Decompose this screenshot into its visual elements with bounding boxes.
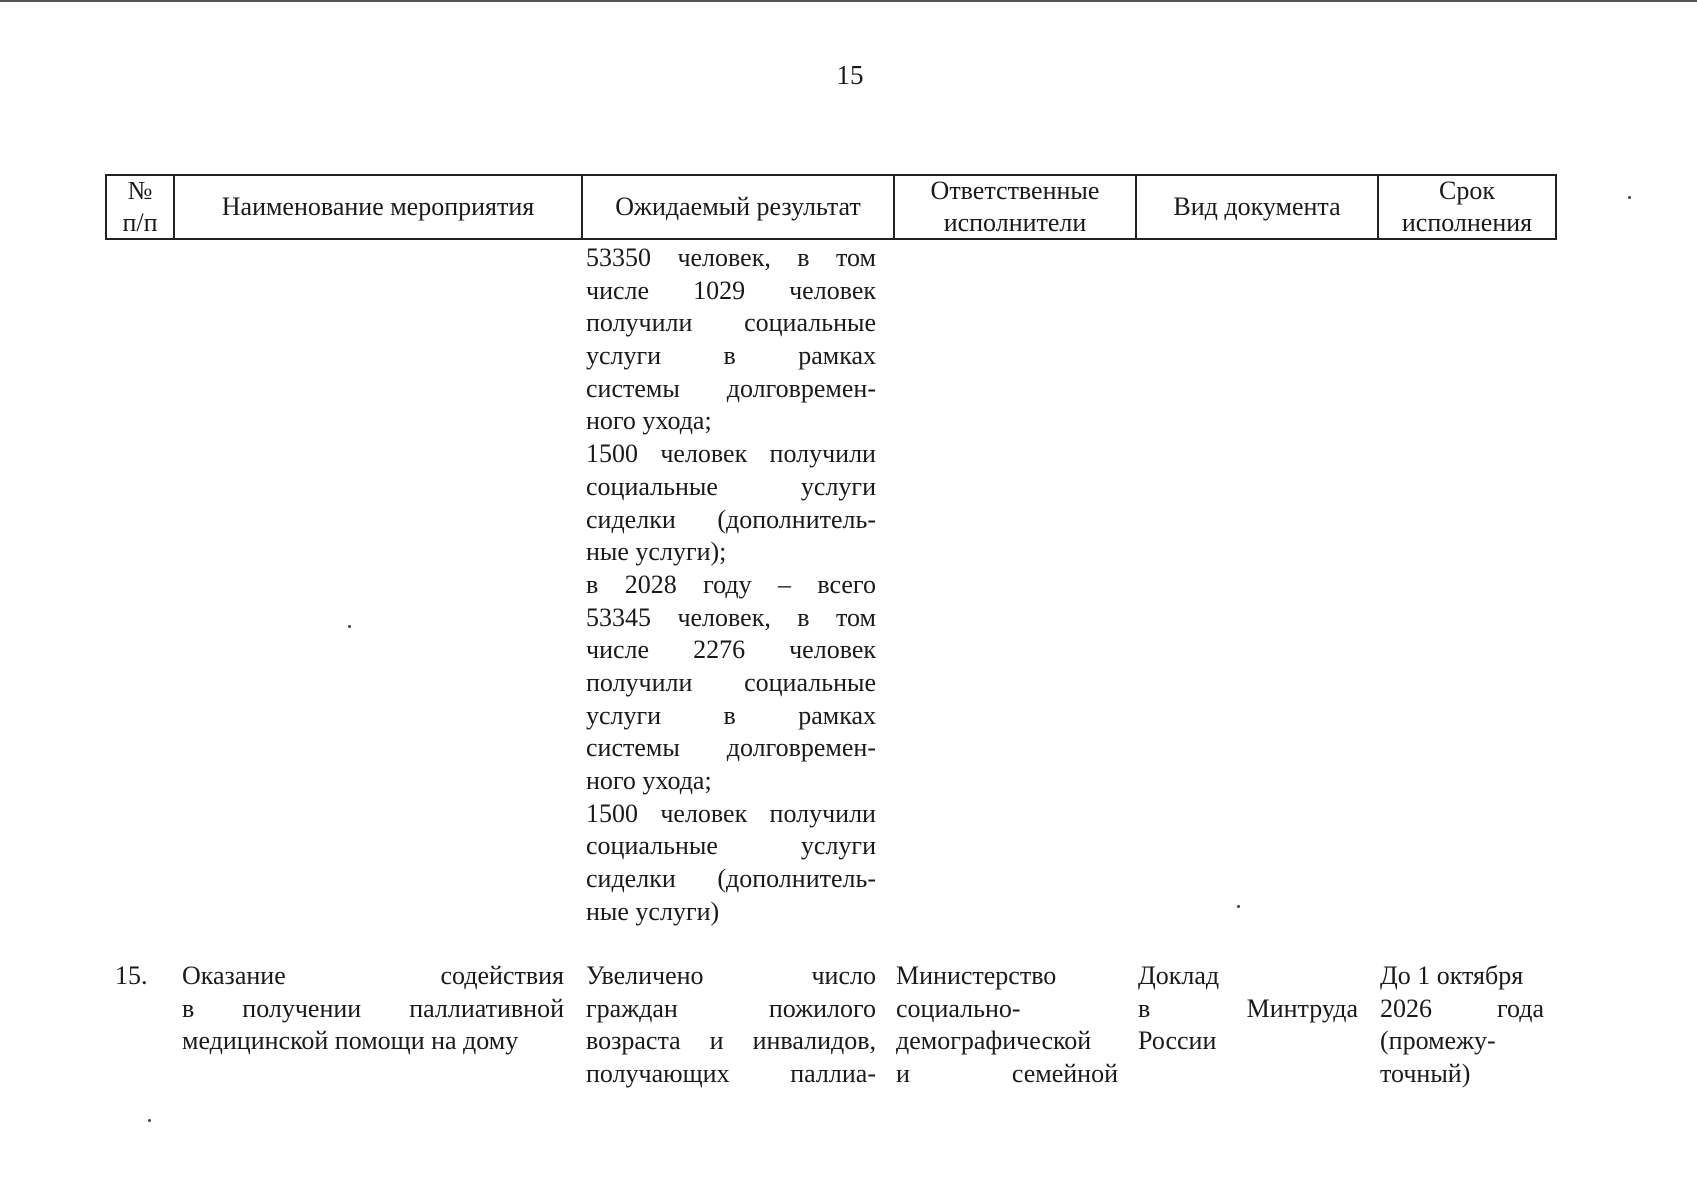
result-line: социальные услуги: [586, 831, 876, 861]
result-line: 53345 человек, в том: [586, 602, 876, 632]
result-line: числе 2276 человек: [586, 635, 876, 665]
header-name: Наименование мероприятия: [175, 176, 583, 238]
result-line: услуги в рамках: [586, 700, 876, 730]
name-line: в получении паллиативной: [182, 993, 564, 1023]
result-line: граждан пожилого: [586, 993, 876, 1023]
result-line: системы долговремен-: [586, 733, 876, 763]
result-line: получили социальные: [586, 667, 876, 697]
speck-mark: [1237, 905, 1240, 908]
page-number: 15: [836, 60, 864, 90]
top-border-line: [0, 0, 1697, 2]
continued-result-text: [586, 242, 876, 928]
expected-result: [586, 960, 876, 1091]
executor-line: социально-: [896, 993, 1021, 1023]
header-executors: Ответственные исполнители: [895, 176, 1137, 238]
result-line: ного ухода;: [586, 766, 712, 795]
doc-line: России: [1138, 1026, 1217, 1056]
executor-line: демографической: [896, 1026, 1092, 1056]
executor-line: и семейной: [896, 1059, 1118, 1089]
result-line: услуги в рамках: [586, 341, 876, 371]
deadline-line: (промежу-: [1380, 1026, 1496, 1056]
executor-line: Министерство: [896, 961, 1057, 990]
deadline-line: 2026 года: [1380, 993, 1544, 1023]
result-line: ные услуги);: [586, 537, 727, 567]
header-num: № п/п: [107, 176, 175, 238]
speck-mark: [1628, 196, 1631, 199]
result-line: сиделки (дополнитель-: [586, 864, 876, 894]
result-line: 1500 человек получили: [586, 798, 876, 828]
doc-line: в Минтруда: [1138, 993, 1358, 1023]
result-line: числе 1029 человек: [586, 275, 876, 305]
header-deadline: Срок исполнения: [1401, 176, 1533, 237]
result-line: ного ухода;: [586, 406, 712, 436]
row-number: 15.: [115, 961, 148, 990]
doc-line: Доклад: [1138, 961, 1220, 990]
deadline: [1380, 960, 1544, 1091]
result-line: 1500 человек получили: [586, 439, 876, 469]
speck-mark: [348, 625, 351, 628]
result-line: сиделки (дополнитель-: [586, 504, 876, 534]
result-line: получающих паллиа-: [586, 1059, 876, 1089]
document-type: [1138, 960, 1358, 1058]
result-line: системы долговремен-: [586, 373, 876, 403]
result-line: в 2028 году – всего: [586, 569, 876, 599]
header-doc-type: Вид документа: [1137, 176, 1379, 238]
name-line: Оказание содействия: [182, 961, 564, 990]
activity-name: [182, 960, 564, 1058]
result-line: Увеличено число: [586, 961, 876, 990]
speck-mark: [148, 1119, 151, 1122]
deadline-line: До 1 октября: [1380, 961, 1524, 990]
result-line: ные услуги): [586, 896, 720, 926]
responsible-executors: [896, 960, 1118, 1091]
result-line: 53350 человек, в том: [586, 243, 876, 272]
result-line: получили социальные: [586, 308, 876, 338]
result-line: социальные услуги: [586, 471, 876, 501]
deadline-line: точный): [1380, 1059, 1471, 1089]
result-line: возраста и инвалидов,: [586, 1026, 876, 1056]
table-header: [105, 174, 1557, 240]
name-line: медицинской помощи на дому: [182, 1026, 519, 1056]
header-result: Ожидаемый результат: [583, 176, 895, 238]
